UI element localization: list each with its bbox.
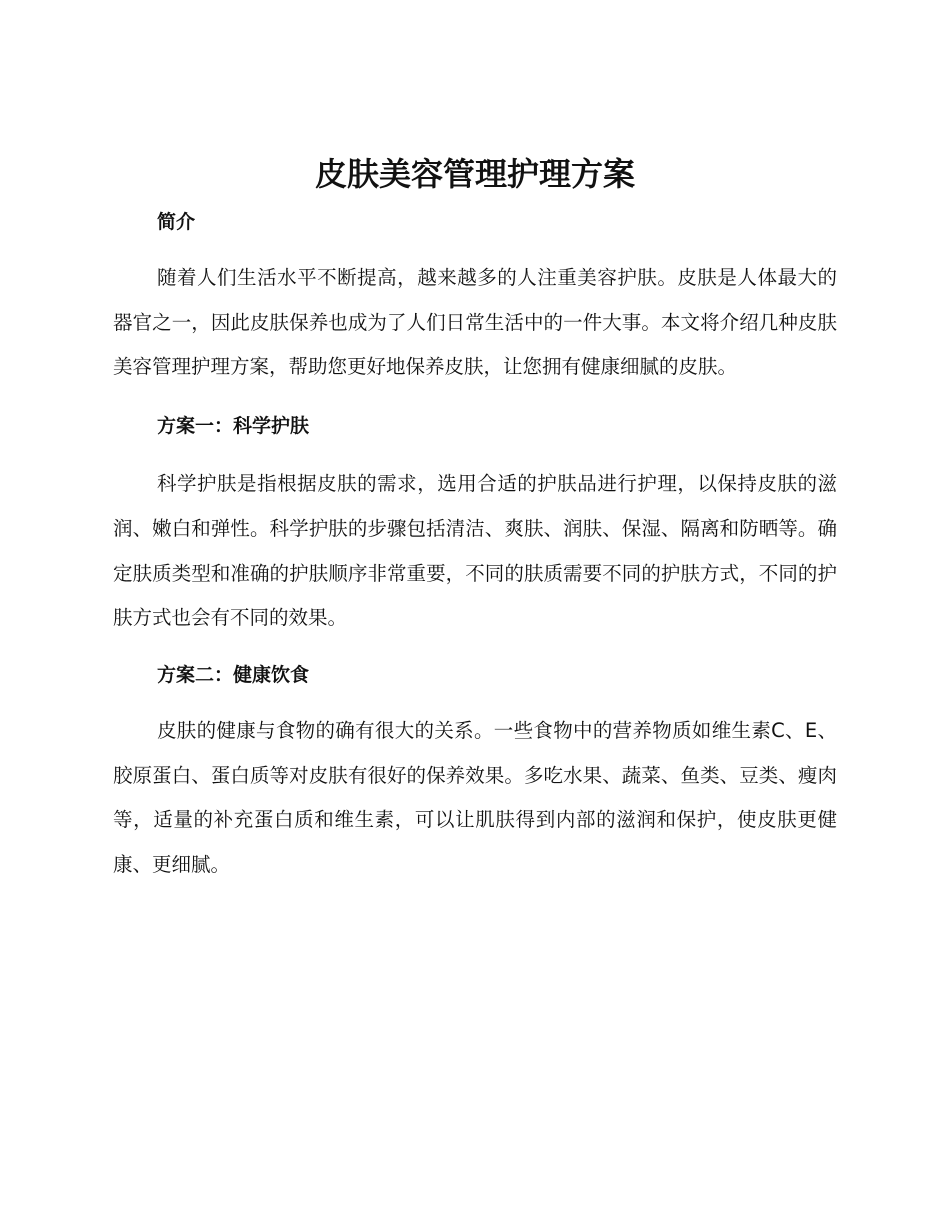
section-heading-intro: 简介 [157,211,196,233]
section-heading-plan-two: 方案二：健康饮食 [157,663,310,686]
section-paragraph-plan-one: 科学护肤是指根据皮肤的需求，选用合适的护肤品进行护理，以保持皮肤的滋润、嫩白和弹性。科学护肤的步骤包括清洁、爽肤、润肤、保湿、隔离和防晒等。确定肤质类型和准确的护肤顺序非常重要，不同的肤质需要不同的护肤方式，不同的护肤方式也会有不同的效果。 [113,472,837,630]
document-title: 皮肤美容管理护理方案 [314,155,635,193]
section-paragraph-intro: 随着人们生活水平不断提高，越来越多的人注重美容护肤。皮肤是人体最大的器官之一，因此皮肤保养也成为了人们日常生活中的一件大事。本文将介绍几种皮肤美容管理护理方案，帮助您更好地保养皮肤，让您拥有健康细腻的皮肤。 [113,266,837,379]
section-heading-plan-one: 方案一：科学护肤 [157,415,310,438]
section-paragraph-plan-two: 皮肤的健康与食物的确有很大的关系。一些食物中的营养物质如维生素C、E、胶原蛋白、蛋白质等对皮肤有很好的保养效果。多吃水果、蔬菜、鱼类、豆类、瘦肉等，适量的补充蛋白质和维生素，可以让肌肤得到内部的滋润和保护，使皮肤更健康、更细腻。 [113,718,837,877]
